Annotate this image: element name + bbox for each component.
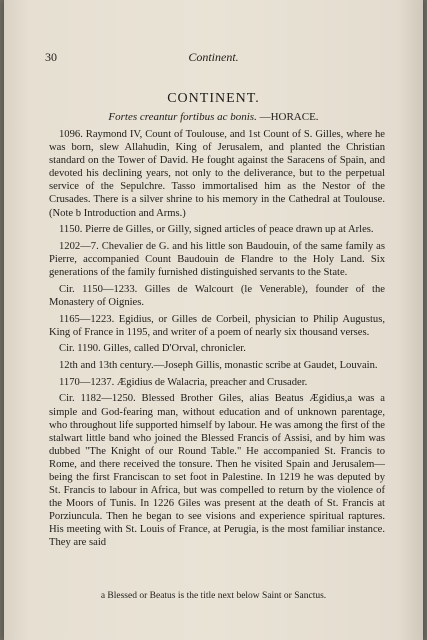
- entry-paragraph: 12th and 13th century.—Joseph Gillis, monastic scribe at Gaudet, Louvain.: [59, 360, 378, 372]
- entry-paragraph: 1150. Pierre de Gilles, or Gilly, signed articles of peace drawn up at Arles.: [59, 224, 374, 236]
- page-header: [4, 50, 423, 70]
- book-page: [4, 0, 423, 640]
- entry-paragraph: Cir. 1182—1250. Blessed Brother Giles, alias Beatus Ægidius,a was a simple and God-fearing man, without education and of unknown parentage, who throughout life supported himself by labour. He was among the first of the stalwart little band who joined the Blessed Francis of Assisi, and by him was dubbed "The Knight of our Round Table." He accompanied St. Francis to Rome, and there received the tonsure. Then he visited Spain and Jerusalem—being the first Franciscan to set foot in Palestine. In 1219 he was deputed by St. Francis to labour in Africa, but was compelled to return by the violence of the Moors of Tunis. In 1226 Giles was present at the death of St. Francis at Porziuncula. Then he began to see visions and experience spiritual raptures. His meeting with St. Louis of France, at Perugia, is the most familiar instance. They are said: [49, 393, 385, 549]
- entry-paragraph: Cir. 1190. Gilles, called D'Orval, chronicler.: [59, 343, 246, 355]
- page-number: 30: [45, 50, 57, 64]
- entry-paragraph: Cir. 1150—1233. Gilles de Walcourt (le Venerable), founder of the Monastery of Oignies.: [49, 283, 385, 308]
- epigraph-motto: Fortes creantur fortibus ac bonis.: [108, 111, 257, 123]
- entry-paragraph: 1165—1223. Egidius, or Gilles de Corbeil, physician to Philip Augustus, King of France in 1195, and writer of a poem of nearly six thousand verses.: [49, 313, 385, 338]
- entries-body: [49, 128, 385, 553]
- epigraph-author: —HORACE.: [259, 111, 319, 123]
- section-title: CONTINENT.: [167, 91, 260, 106]
- entry-paragraph: 1202—7. Chevalier de G. and his little son Baudouin, of the same family as Pierre, accompanied Count Baudouin de Flandre to the Holy Land. Six generations of the family furnished distinguished servants to the State.: [49, 240, 385, 279]
- entry-paragraph: 1096. Raymond IV, Count of Toulouse, and 1st Count of S. Gilles, where he was born, slew Allahudin, King of Jerusalem, and planted the Christian standard on the Tower of David. He fought against the Saracens of Spain, and devoted his declining years, not only to the deliverance, but to the perpetual service of the Sepulchre. Tasso immortalised him as the Nestor of the Crusades. There is a silver shrine to his memory in the Cathedral at Toulouse. (Note b Introduction and Arms.): [49, 129, 385, 219]
- footnote: a Blessed or Beatus is the title next below Saint or Sanctus.: [100, 591, 327, 601]
- entry-paragraph: 1170—1237. Ægidius de Walacria, preacher and Crusader.: [59, 376, 308, 388]
- epigraph: [4, 111, 423, 123]
- running-title: Continent.: [188, 50, 239, 64]
